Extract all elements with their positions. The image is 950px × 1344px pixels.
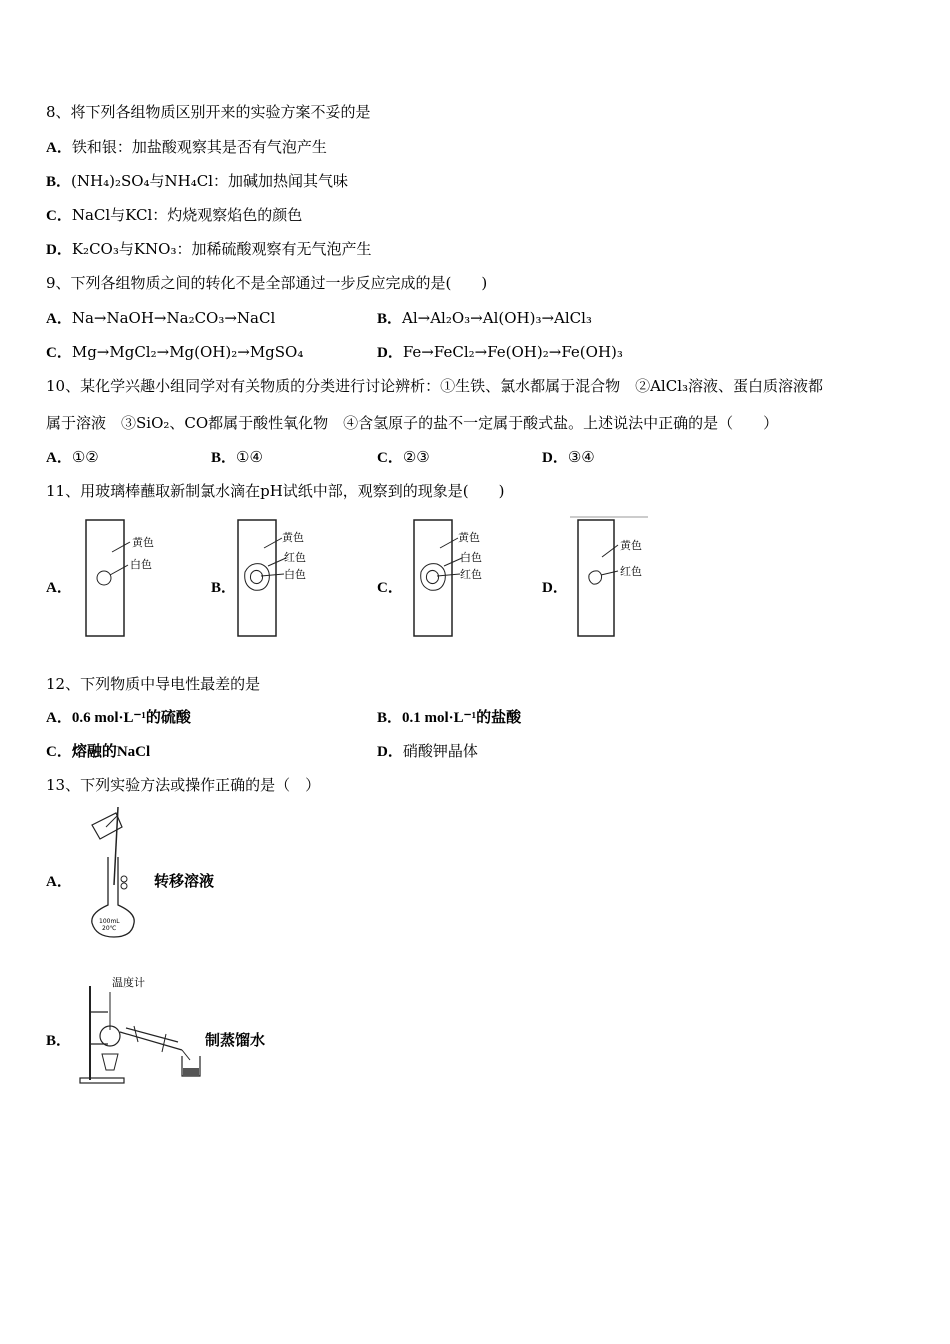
q13-option-b-text: 制蒸馏水 — [205, 1033, 266, 1049]
q8-stem: 8、将下列各组物质区别开来的实验方案不妥的是 — [46, 103, 371, 121]
q11-b-outer-label: 黄色 — [282, 531, 304, 544]
q11-c-outer-label: 黄色 — [458, 531, 480, 544]
q12-option-d: D．硝酸钾晶体 — [377, 742, 478, 760]
q13-option-b-label: B． — [46, 1033, 72, 1049]
q11-d-inner-label: 红色 — [620, 565, 642, 578]
q13-option-a-label: A． — [46, 874, 72, 890]
q11-ph-paper-b — [236, 518, 326, 640]
q11-ph-paper-a — [84, 518, 174, 640]
q11-option-a-label: A． — [46, 580, 72, 596]
q11-ph-paper-d — [570, 515, 660, 640]
q9-option-c: C．Mg→MgCl₂→Mg(OH)₂→MgSO₄ — [46, 343, 304, 361]
q9-option-b: B．Al→Al₂O₃→Al(OH)₃→AlCl₃ — [377, 309, 592, 327]
q11-c-inner-label: 红色 — [460, 568, 482, 581]
q13-stem: 13、下列实验方法或操作正确的是（ ） — [46, 776, 321, 794]
q9-option-a: A．Na→NaOH→Na₂CO₃→NaCl — [46, 309, 276, 327]
q8-option-c: C．NaCl与KCl：灼烧观察焰色的颜色 — [46, 206, 303, 224]
q13-volumetric-flask-figure — [86, 805, 146, 945]
flask-temp-label: 20℃ — [102, 925, 117, 932]
q11-a-outer-label: 黄色 — [132, 536, 154, 549]
q8-option-a: A．铁和银：加盐酸观察其是否有气泡产生 — [46, 138, 327, 156]
q11-a-inner-label: 白色 — [130, 558, 152, 571]
q10-option-d: D．③④ — [542, 448, 595, 466]
q12-option-b: B．0.1 mol·L⁻¹的盐酸 — [377, 710, 522, 726]
q13-option-a-text: 转移溶液 — [154, 874, 215, 890]
q11-option-b-label: B． — [211, 580, 237, 596]
q10-option-c: C．②③ — [377, 448, 430, 466]
q12-option-c: C．熔融的NaCl — [46, 744, 151, 760]
q11-b-inner-label: 白色 — [284, 568, 306, 581]
q13-distillation-figure — [78, 972, 208, 1088]
q10-stem-line2: 属于溶液 ③SiO₂、CO都属于酸性氧化物 ④含氢原子的盐不一定属于酸式盐。上述说法中正确的是（ ） — [46, 414, 779, 432]
q11-stem: 11、用玻璃棒蘸取新制氯水滴在pH试纸中部，观察到的现象是( ) — [46, 482, 505, 500]
thermometer-label: 温度计 — [112, 976, 145, 989]
q11-d-outer-label: 黄色 — [620, 539, 642, 552]
q9-option-d: D．Fe→FeCl₂→Fe(OH)₂→Fe(OH)₃ — [377, 343, 623, 361]
flask-volume-label: 100mL — [99, 918, 120, 925]
q11-c-middle-label: 白色 — [460, 551, 482, 564]
q11-option-c-label: C． — [377, 580, 403, 596]
q9-stem: 9、下列各组物质之间的转化不是全部通过一步反应完成的是( ) — [46, 274, 488, 292]
q10-option-b: B．①④ — [211, 448, 263, 466]
q8-option-b: B．(NH₄)₂SO₄与NH₄Cl：加碱加热闻其气味 — [46, 172, 349, 190]
q10-stem-line1: 10、某化学兴趣小组同学对有关物质的分类进行讨论辨析：①生铁、氯水都属于混合物 ②AlCl₃溶液、蛋白质溶液都 — [46, 377, 824, 395]
q12-stem: 12、下列物质中导电性最差的是 — [46, 675, 261, 693]
q12-option-a: A．0.6 mol·L⁻¹的硫酸 — [46, 710, 191, 726]
q11-ph-paper-c — [412, 518, 502, 640]
q11-option-d-label: D． — [542, 580, 568, 596]
q8-option-d: D．K₂CO₃与KNO₃：加稀硫酸观察有无气泡产生 — [46, 240, 372, 258]
q11-b-middle-label: 红色 — [284, 551, 306, 564]
q10-option-a: A．①② — [46, 448, 99, 466]
